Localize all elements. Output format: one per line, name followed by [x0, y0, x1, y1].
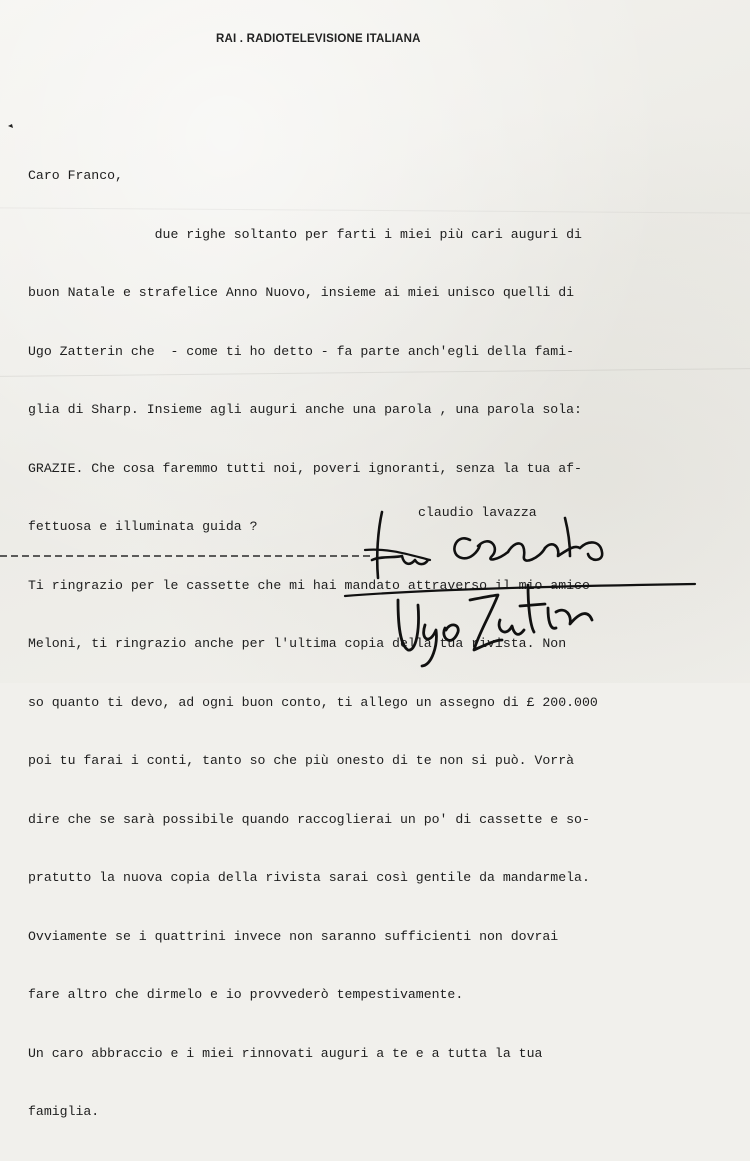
body-line: glia di Sharp. Insieme agli auguri anche una parola , una parola sola:	[28, 402, 582, 417]
body-line: pratutto la nuova copia della rivista sarai così gentile da mandarmela.	[28, 870, 590, 885]
letterhead: RAI . RADIOTELEVISIONE ITALIANA	[216, 33, 421, 45]
body-line: poi tu farai i conti, tanto so che più onesto di te non si può. Vorrà	[28, 753, 575, 768]
body-line: buon Natale e strafelice Anno Nuovo, insieme ai miei unisco quelli di	[28, 285, 575, 300]
body-line: famiglia.	[28, 1104, 100, 1119]
body-line: Meloni, ti ringrazio anche per l'ultima copia della tua rivista. Non	[28, 636, 567, 651]
body-line: Un caro abbraccio e i miei rinnovati auguri a te e a tutta la tua	[28, 1045, 543, 1061]
body-line: due righe soltanto per farti i miei più cari auguri di	[28, 226, 582, 242]
salutation-line: Caro Franco,	[28, 168, 123, 183]
zatterin-signature	[398, 585, 592, 666]
body-line: fare altro che dirmelo e io provvederò tempestivamente.	[28, 987, 464, 1002]
sender-name: claudio lavazza	[418, 505, 537, 520]
body-line: dire che se sarà possibile quando raccoglierai un po' di cassette e so-	[28, 811, 590, 827]
body-line: Ugo Zatterin che - come ti ho detto - fa parte anch'egli della fami-	[28, 343, 575, 359]
claudio-signature	[372, 512, 602, 578]
body-line: Ovviamente se i quattrini invece non saranno sufficienti non dovrai	[28, 928, 559, 944]
underline-stroke	[345, 584, 695, 596]
body-line: fettuosa e illuminata guida ?	[28, 519, 258, 534]
ink-mark	[8, 124, 13, 128]
body-line: Ti ringrazio per le cassette che mi hai mandato attraverso il mio amico	[28, 577, 590, 593]
body-line: so quanto ti devo, ad ogni buon conto, ti allego un assegno di £ 200.000	[28, 694, 598, 710]
body-line: GRAZIE. Che cosa faremmo tutti noi, poveri ignoranti, senza la tua af-	[28, 460, 582, 476]
